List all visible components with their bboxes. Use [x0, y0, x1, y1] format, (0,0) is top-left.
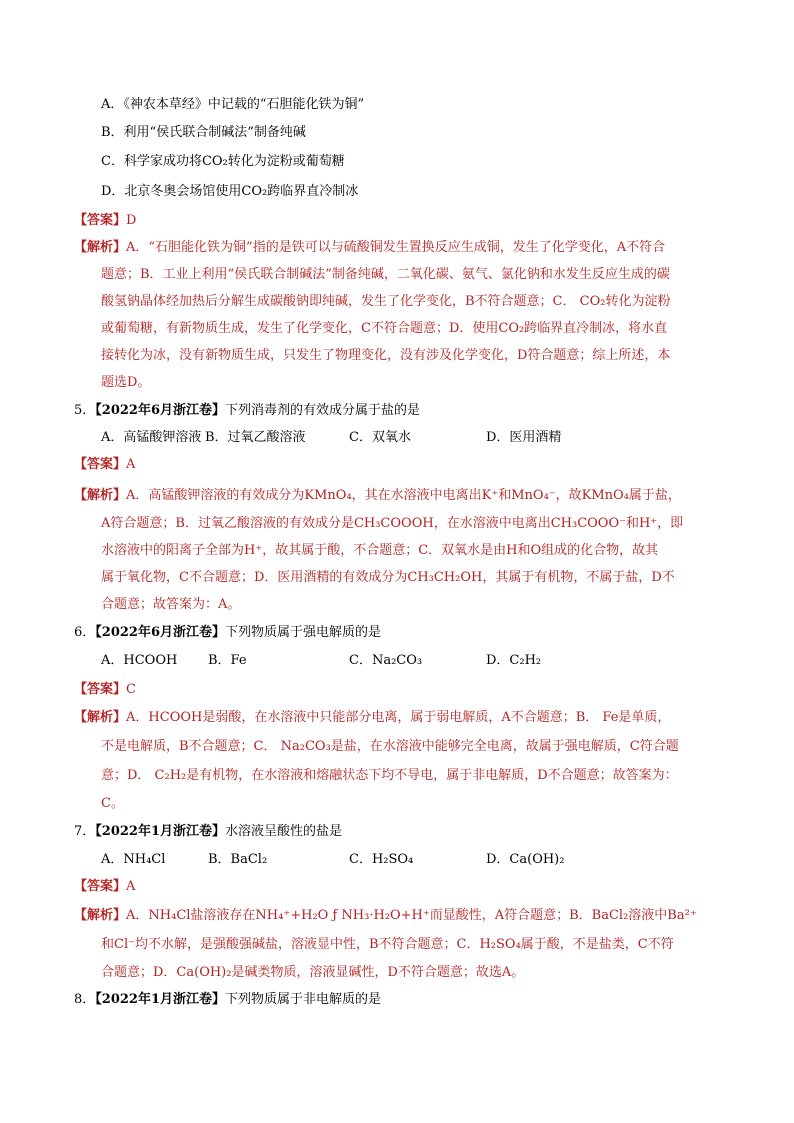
answer-value: D: [126, 213, 137, 228]
q4-option-a: A．《神农本草经》中记载的“石胆能化铁为铜”: [101, 97, 365, 112]
question-number: 8．: [74, 992, 96, 1007]
q5-option-b: B．过氧乙酸溶液: [205, 430, 306, 445]
answer-value: A: [126, 457, 136, 472]
answer-label: 【答案】: [74, 457, 127, 472]
q4-option-c: C．科学家成功将CO₂转化为淀粉或葡萄糖: [101, 154, 345, 169]
q5-option-c: C．双氧水: [349, 430, 411, 445]
q4-analysis-row-6: 题选D。: [101, 375, 151, 390]
q5-analysis-row-5: 合题意；故答案为：A。: [101, 597, 241, 612]
analysis-label: 【解析】: [74, 240, 127, 255]
question-number: 6．: [74, 625, 96, 640]
q6-analysis-row-4: C。: [101, 796, 124, 811]
answer-label: 【答案】: [74, 213, 127, 228]
q5-analysis-row-2: A符合题意；B．过氧乙酸溶液的有效成分是CH₃COOOH，在水溶液中电离出CH₃COOO⁻和H⁺，即: [101, 516, 684, 531]
question-stem: 下列消毒剂的有效成分属于盐的是: [225, 403, 421, 418]
q5-stem-row: 5．【2022年6月浙江卷】下列消毒剂的有效成分属于盐的是: [74, 403, 421, 418]
q4-analysis-row-1: [74, 241, 665, 254]
analysis-text: A．高锰酸钾溶液的有效成分为KMnO₄，其在水溶液中电离出K⁺和MnO₄⁻，故KMnO₄属于盐，: [126, 488, 681, 503]
question-stem: 下列物质属于非电解质的是: [225, 992, 382, 1007]
question-stem: 水溶液呈酸性的盐是: [225, 824, 343, 839]
question-source: 2022年6月浙江卷: [101, 625, 213, 640]
analysis-text: A．“石胆能化铁为铜”指的是铁可以与硫酸铜发生置换反应生成铜，发生了化学变化，A不符合: [126, 240, 666, 255]
q4-option-d: D．北京冬奥会场馆使用CO₂跨临界直冷制冰: [101, 184, 359, 199]
q8-stem-row: 8．【2022年1月浙江卷】下列物质属于非电解质的是: [74, 992, 382, 1007]
q6-option-d: D．C₂H₂: [486, 653, 542, 668]
q7-analysis-row-3: 合题意；D．Ca(OH)₂是碱类物质，溶液显碱性，D不符合题意；故选A。: [101, 965, 525, 980]
q6-option-b: B．Fe: [208, 653, 247, 668]
analysis-text: A．NH₄Cl盐溶液存在NH₄⁺+H₂O ƒ NH₃·H₂O+H⁺而显酸性，A符合题意；B．BaCl₂溶液中Ba²⁺: [126, 908, 697, 923]
analysis-label: 【解析】: [74, 710, 127, 725]
q4-analysis-row-5: 接转化为冰，没有新物质生成，只发生了物理变化，没有涉及化学变化，D符合题意；综上所述，本: [101, 348, 671, 363]
question-source: 2022年1月浙江卷: [101, 992, 213, 1007]
q7-option-d: D．Ca(OH)₂: [486, 852, 565, 867]
q6-option-c: C．Na₂CO₃: [349, 653, 423, 668]
q7-analysis-row-2: 和Cl⁻均不水解，是强酸强碱盐，溶液显中性，B不符合题意；C．H₂SO₄属于酸，不是盐类，C不符: [101, 937, 674, 952]
q5-option-d: D．医用酒精: [486, 430, 562, 445]
q6-option-a: A．HCOOH: [101, 653, 178, 668]
q5-analysis-row-1: [74, 489, 681, 502]
q7-analysis-row-1: [74, 909, 697, 922]
q7-stem-row: 7．【2022年1月浙江卷】水溶液呈酸性的盐是: [74, 824, 343, 839]
question-stem: 下列物质属于强电解质的是: [225, 625, 382, 640]
q7-options-row: [101, 853, 701, 869]
q5-analysis-row-3: 水溶液中的阳离子全部为H⁺，故其属于酸，不合题意；C．双氧水是由H和O组成的化合物，故其: [101, 543, 659, 558]
q5-option-a: A．高锰酸钾溶液: [101, 430, 202, 445]
q7-option-c: C．H₂SO₄: [349, 852, 414, 867]
q7-answer-row: [74, 880, 135, 893]
question-number: 5．: [74, 403, 96, 418]
q4-option-b: B．利用“侯氏联合制碱法”制备纯碱: [101, 125, 306, 140]
answer-label: 【答案】: [74, 682, 127, 697]
q7-option-b: B．BaCl₂: [208, 852, 268, 867]
analysis-label: 【解析】: [74, 488, 127, 503]
q4-analysis-row-4: 或葡萄糖，有新物质生成，发生了化学变化，C不符合题意；D．使用CO₂跨临界直冷制冰，将水直: [101, 321, 668, 336]
q5-options-row: [101, 431, 701, 447]
q6-answer-row: [74, 683, 136, 696]
q6-analysis-row-1: [74, 711, 670, 724]
analysis-label: 【解析】: [74, 908, 127, 923]
answer-value: C: [126, 682, 136, 697]
q5-analysis-row-4: 属于氧化物，C不合题意；D．医用酒精的有效成分为CH₃CH₂OH，其属于有机物，不属于盐，D不: [101, 570, 675, 585]
answer-label: 【答案】: [74, 879, 127, 894]
question-number: 7．: [74, 824, 96, 839]
q4-answer-row: [74, 214, 136, 227]
question-source: 2022年6月浙江卷: [101, 403, 213, 418]
q4-analysis-row-3: 酸氢钠晶体经加热后分解生成碳酸钠即纯碱，发生了化学变化，B不符合题意；C． CO₂转化为淀粉: [101, 294, 671, 309]
q6-analysis-row-2: 不是电解质，B不合题意；C． Na₂CO₃是盐，在水溶液中能够完全电离，故属于强电解质，C符合题: [101, 739, 679, 754]
q5-answer-row: [74, 458, 135, 471]
question-source: 2022年1月浙江卷: [101, 824, 213, 839]
answer-value: A: [126, 879, 136, 894]
q6-analysis-row-3: 意；D． C₂H₂是有机物，在水溶液和熔融状态下均不导电，属于非电解质，D不合题意；故答案为：: [101, 768, 678, 783]
q7-option-a: A．NH₄Cl: [101, 852, 166, 867]
q6-options-row: [101, 654, 701, 670]
q4-analysis-row-2: 题意；B．工业上利用“侯氏联合制碱法”制备纯碱，二氧化碳、氨气、氯化钠和水发生反应生成的碳: [101, 267, 670, 282]
analysis-text: A．HCOOH是弱酸，在水溶液中只能部分电离，属于弱电解质，A不合题意；B． Fe是单质，: [126, 710, 671, 725]
q6-stem-row: 6．【2022年6月浙江卷】下列物质属于强电解质的是: [74, 625, 382, 640]
